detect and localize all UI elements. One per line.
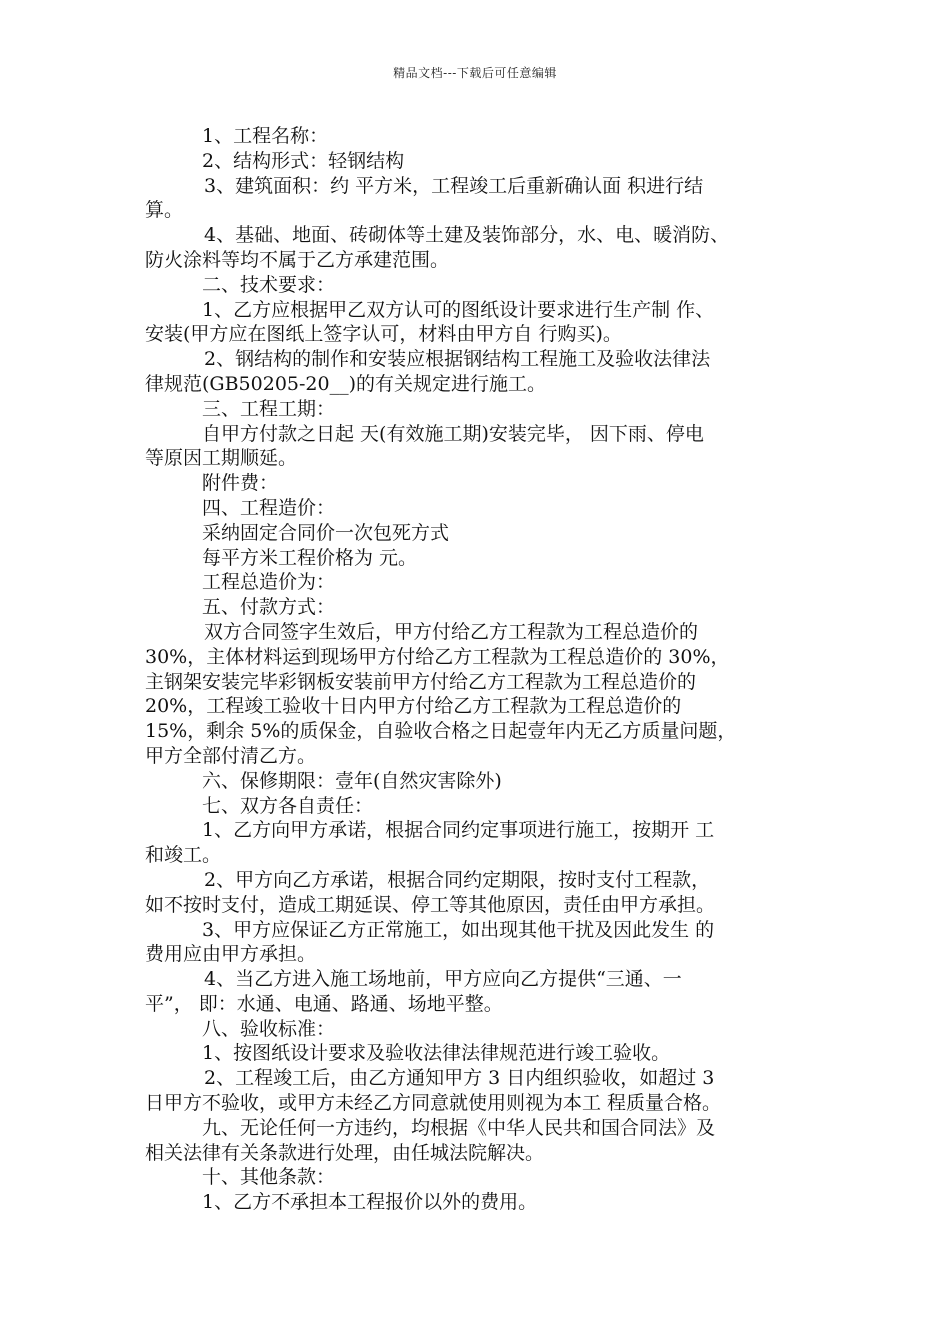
clause-payment-1: 双方合同签字生效后，甲方付给乙方工程款为工程总造价的: [204, 620, 699, 643]
clause-schedule-cont: 等原因工期顺延。: [145, 447, 298, 470]
clause-payment-5: 15%，剩余 5%的质保金，自验收合格之日起壹年内无乙方质量问题，: [145, 720, 737, 743]
clause-payment-3: 主钢架安装完毕彩钢板安装前甲方付给乙方工程款为工程总造价的: [145, 670, 697, 693]
clause-payment-2: 30%，主体材料运到现场甲方付给乙方工程款为工程总造价的 30%，: [145, 645, 730, 668]
clause-payment-4: 20%，工程竣工验收十日内甲方付给乙方工程款为工程总造价的: [145, 695, 682, 718]
section-heading-schedule: 三、工程工期：: [202, 397, 336, 420]
clause-responsibility-2-cont: 如不按时支付，造成工期延误、停工等其他原因，责任由甲方承担。: [145, 893, 716, 916]
clause-building-area-cont: 算。: [145, 199, 184, 222]
clause-responsibility-1-cont: 和竣工。: [145, 844, 222, 867]
clause-project-name: 1、工程名称：: [202, 125, 329, 147]
clause-fixed-price: 采纳固定合同价一次包死方式: [202, 521, 450, 544]
section-heading-technical: 二、技术要求：: [202, 273, 336, 296]
clause-responsibility-1: 1、乙方向甲方承诺，根据合同约定事项进行施工，按期开 工: [202, 819, 715, 842]
page-header: 精品文档---下载后可任意编辑: [393, 66, 557, 80]
clause-payment-6: 甲方全部付清乙方。: [145, 744, 317, 767]
section-heading-warranty: 六、保修期限：壹年(自然灾害除外): [202, 769, 502, 792]
clause-drawing-requirements: 1、乙方应根据甲乙双方认可的图纸设计要求进行生产制 作、: [202, 298, 715, 321]
clause-acceptance-2-cont: 日甲方不验收，或甲方未经乙方同意就使用则视为本工 程质量合格。: [145, 1092, 722, 1115]
clause-building-area: 3、建筑面积：约 平方米，工程竣工后重新确认面 积进行结: [204, 174, 704, 197]
clause-unit-price: 每平方米工程价格为 元。: [202, 546, 418, 569]
clause-responsibility-2: 2、甲方向乙方承诺，根据合同约定期限，按时支付工程款，: [204, 868, 711, 891]
clause-responsibility-3: 3、甲方应保证乙方正常施工，如出现其他干扰及因此发生 的: [202, 918, 715, 941]
clause-responsibility-3-cont: 费用应由甲方承担。: [145, 943, 317, 966]
clause-steel-standard: 2、钢结构的制作和安装应根据钢结构工程施工及验收法律法: [204, 348, 711, 371]
clause-total-cost: 工程总造价为：: [202, 571, 336, 594]
clause-other-1: 1、乙方不承担本工程报价以外的费用。: [202, 1191, 538, 1214]
section-heading-other: 十、其他条款：: [202, 1166, 336, 1189]
clause-responsibility-4-cont: 平”， 即：水通、电通、路通、场地平整。: [145, 992, 503, 1015]
clause-schedule: 自甲方付款之日起 天(有效施工期)安装完毕， 因下雨、停电: [202, 422, 704, 445]
clause-steel-standard-cont: 律规范(GB50205-20__)的有关规定进行施工。: [145, 372, 547, 395]
section-heading-payment: 五、付款方式：: [202, 596, 336, 619]
section-breach-cont: 相关法律有关条款进行处理，由任城法院解决。: [145, 1141, 545, 1164]
clause-excluded-scope-cont: 防火涂料等均不属于乙方承建范围。: [145, 248, 450, 271]
clause-attachment-fee: 附件费：: [202, 472, 279, 495]
section-heading-responsibilities: 七、双方各自责任：: [202, 794, 374, 817]
section-heading-cost: 四、工程造价：: [202, 496, 336, 519]
document-body: [145, 124, 825, 1215]
clause-excluded-scope: 4、基础、地面、砖砌体等土建及装饰部分，水、电、暖消防、: [204, 224, 730, 247]
section-breach: 九、无论任何一方违约，均根据《中华人民共和国合同法》及: [202, 1116, 716, 1139]
clause-responsibility-4: 4、当乙方进入施工场地前，甲方应向乙方提供“三通、一: [204, 968, 682, 991]
clause-acceptance-1: 1、按图纸设计要求及验收法律法律规范进行竣工验收。: [202, 1042, 671, 1065]
clause-acceptance-2: 2、工程竣工后，由乙方通知甲方 3 日内组织验收，如超过 3: [204, 1067, 715, 1090]
clause-drawing-requirements-cont: 安装(甲方应在图纸上签字认可，材料由甲方自 行购买)。: [145, 323, 622, 346]
section-heading-acceptance: 八、验收标准：: [202, 1017, 336, 1040]
clause-structure-type: 2、结构形式：轻钢结构: [202, 149, 405, 172]
